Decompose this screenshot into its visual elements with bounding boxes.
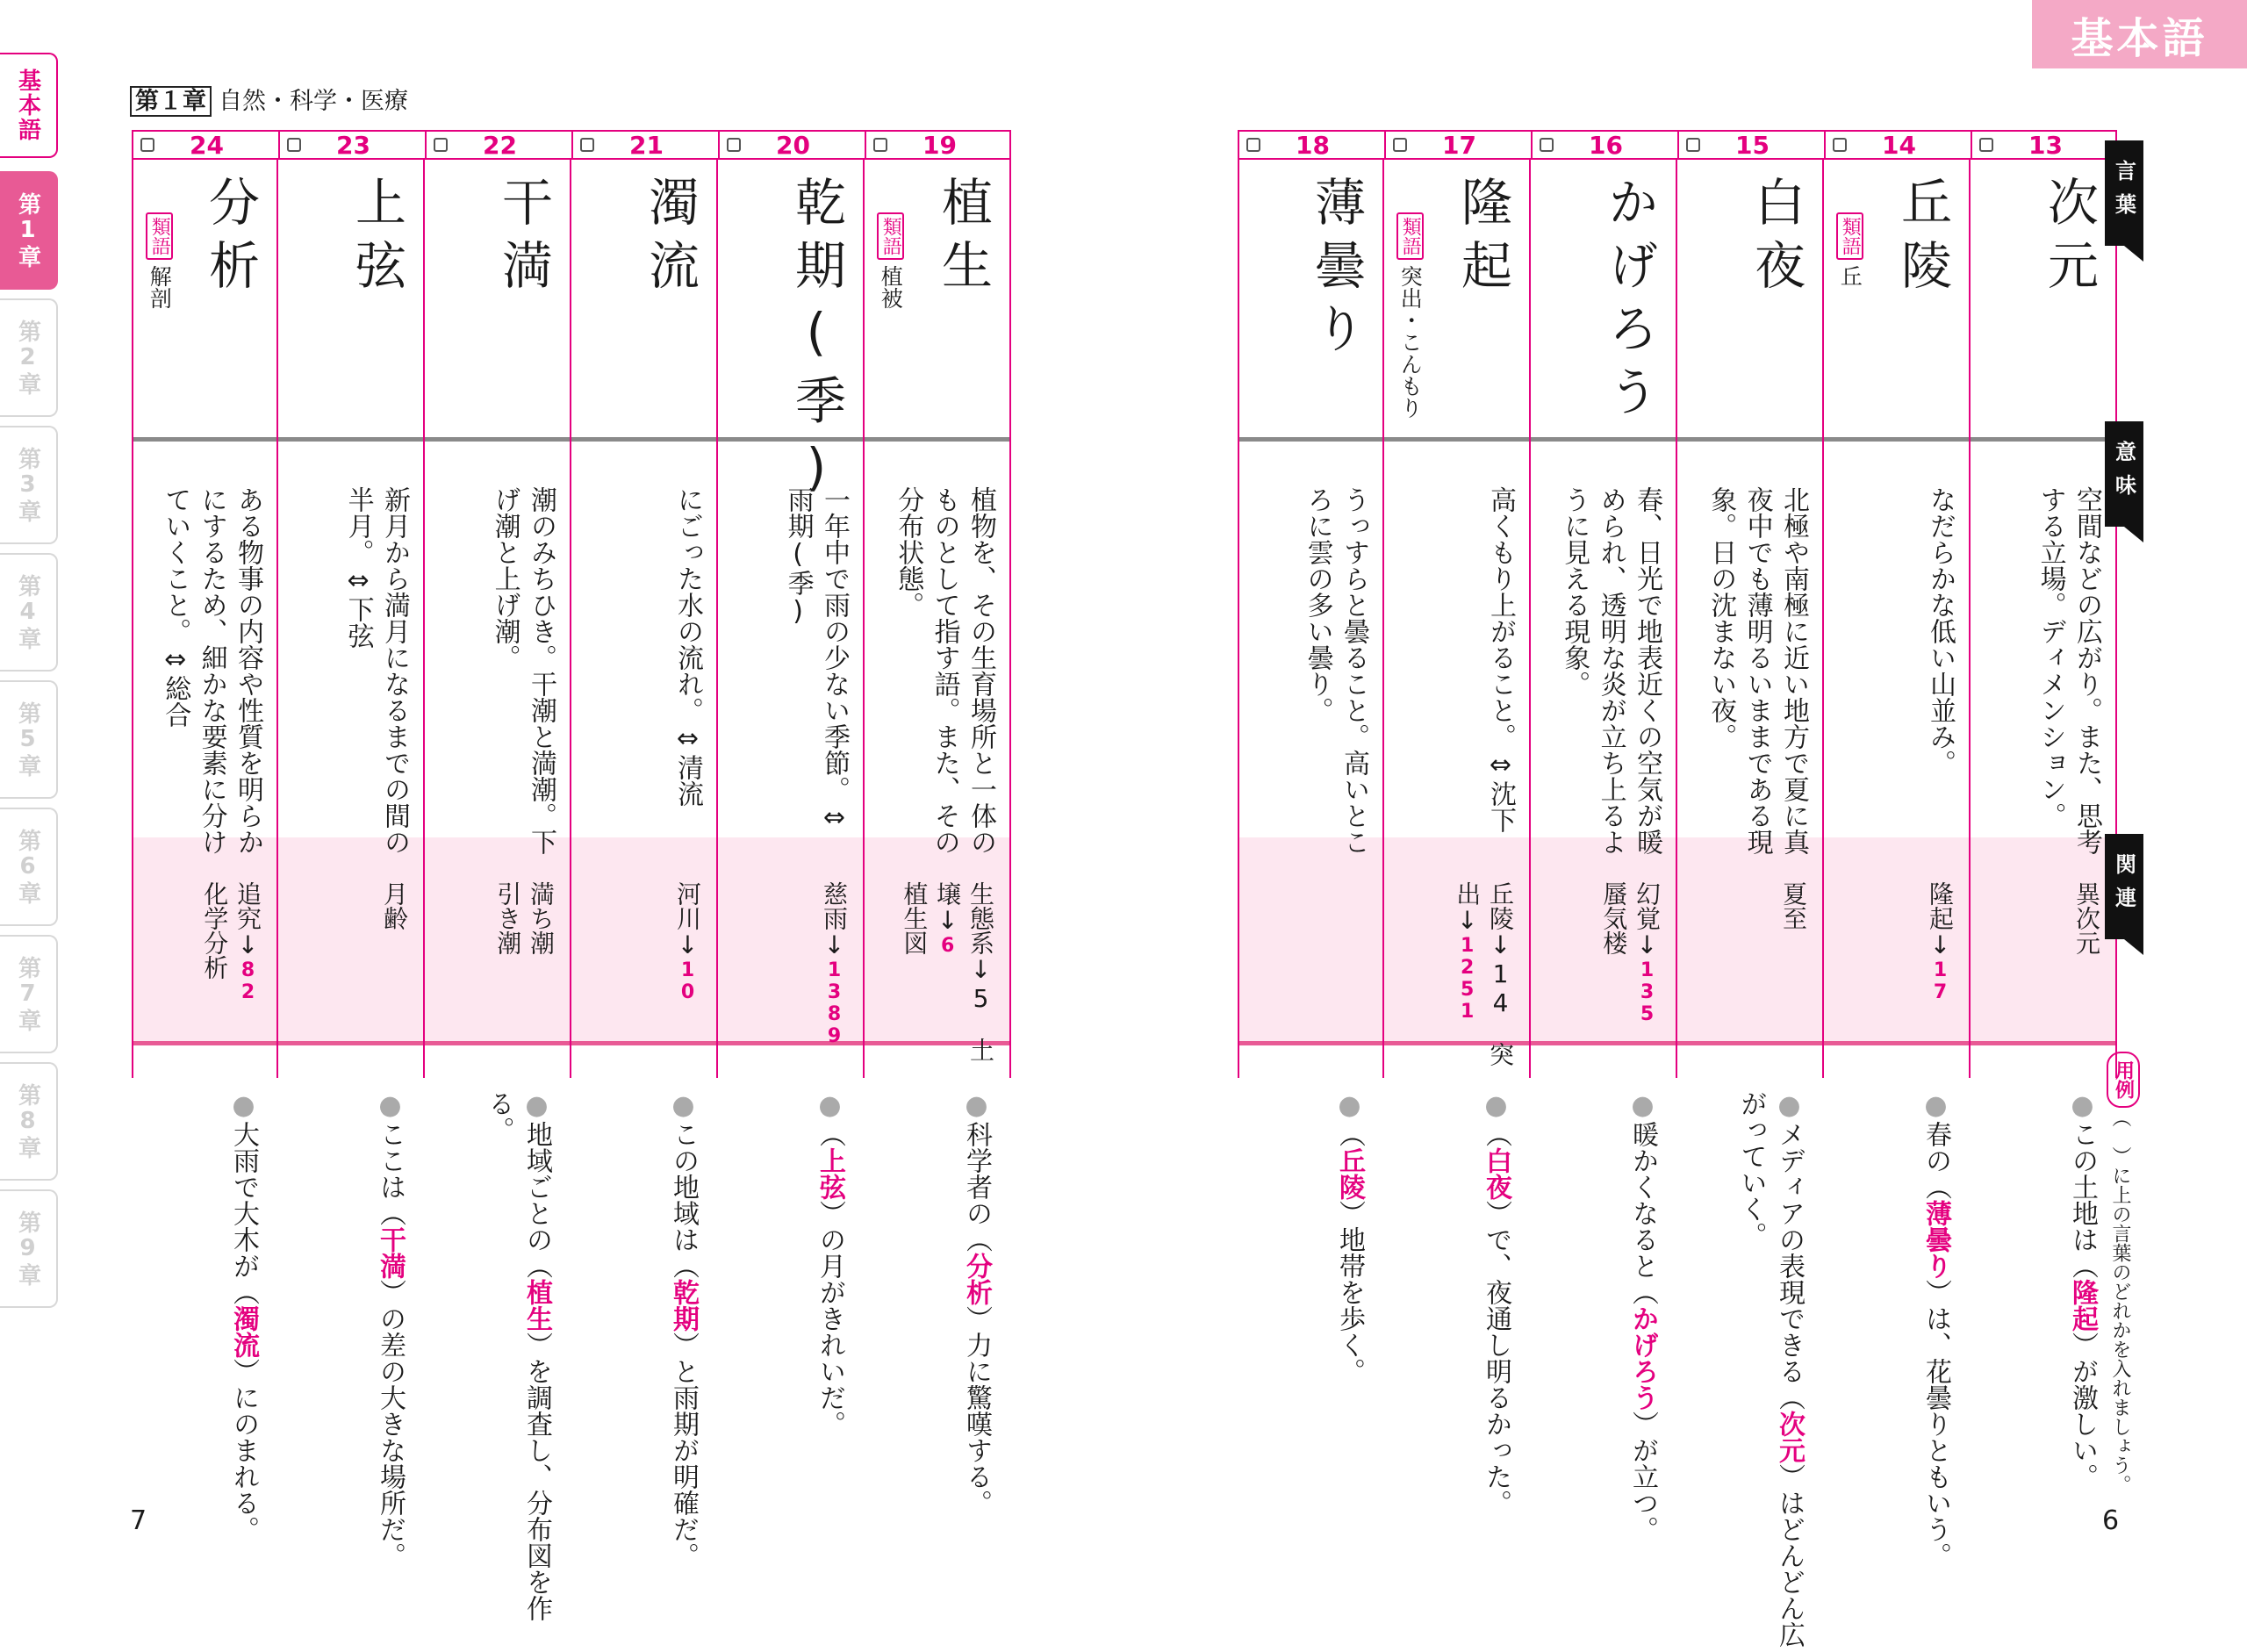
example-sentence: ●暖かくなると（かげろう）が立つ。 xyxy=(1627,1090,1658,1542)
example-sentence: ●（丘陵）地帯を歩く。 xyxy=(1334,1090,1365,1384)
example-after: ）と雨期が明確だ。 xyxy=(668,1332,699,1569)
example-before: （ xyxy=(815,1121,845,1147)
entry-meaning: 空間などの広がり。また、思考する立場。ディメンション。 xyxy=(2035,486,2102,855)
related-ref: 10 xyxy=(677,959,699,1003)
entry-header xyxy=(1239,132,1386,158)
entry-column xyxy=(1384,160,1531,1516)
related-text: 隆起↓ xyxy=(1926,881,1955,959)
example-after: ）にのまれる。 xyxy=(228,1358,259,1542)
entry-column xyxy=(425,160,571,1621)
example-before: ここは（ xyxy=(375,1121,406,1226)
entry-related xyxy=(817,881,851,1074)
example-sentence: ●この地域は（乾期）と雨期が明確だ。 xyxy=(668,1090,699,1569)
synonym-tag: 類語 xyxy=(1836,212,1863,260)
synonym-tag: 類語 xyxy=(1396,212,1424,260)
entry-related xyxy=(2070,881,2103,1074)
sidebar-tab-5[interactable]: 第5章 xyxy=(0,680,58,799)
entry-column xyxy=(1238,160,1384,1384)
example-sentence: ●（白夜）で、夜通し明るかった。 xyxy=(1481,1090,1511,1516)
example-sentence: ●地域ごとの（植生）を調査し、分布図を作る。 xyxy=(483,1090,552,1621)
entry-related xyxy=(671,881,704,1074)
entry-header xyxy=(1826,132,1972,158)
entry-number: 17 xyxy=(1442,130,1476,160)
entry-word: 干満 xyxy=(493,176,553,302)
related-ref: 1389 xyxy=(823,959,845,1047)
example-answer: 濁流 xyxy=(228,1305,259,1358)
entry-number: 19 xyxy=(922,130,957,160)
example-before: 大雨で大木が（ xyxy=(228,1121,259,1305)
entry-related xyxy=(377,881,411,1074)
entry-word: 乾期(季) xyxy=(786,176,846,509)
entry-word: 丘陵 xyxy=(1892,176,1952,302)
checkbox[interactable] xyxy=(1540,138,1554,152)
example-answer: 次元 xyxy=(1774,1411,1805,1463)
entry-header xyxy=(280,132,427,158)
sidebar-tab-6[interactable]: 第6章 xyxy=(0,808,58,926)
checkbox[interactable] xyxy=(580,138,594,152)
example-answer: かげろう xyxy=(1627,1305,1658,1411)
example-answer: 上弦 xyxy=(815,1147,845,1200)
sidebar-tab-9[interactable]: 第9章 xyxy=(0,1189,58,1308)
example-sentence: ●科学者の（分析）力に驚嘆する。 xyxy=(961,1090,992,1516)
example-answer: 分析 xyxy=(961,1253,992,1305)
entry-word: 濁流 xyxy=(640,176,700,302)
table-header xyxy=(132,130,1011,160)
example-before: 春の（ xyxy=(1920,1121,1951,1200)
entry-word: 次元 xyxy=(2039,176,2099,302)
sidebar-tab-7[interactable]: 第7章 xyxy=(0,935,58,1053)
example-answer: 丘陵 xyxy=(1334,1147,1365,1200)
entry-column xyxy=(865,160,1011,1516)
synonym xyxy=(1836,212,1863,287)
example-sentence: ●（上弦）の月がきれいだ。 xyxy=(815,1090,845,1437)
entry-column xyxy=(718,160,865,1437)
entry-meaning: 植物を、その生育場所と一体のものとして指す語。また、その分布状態。 xyxy=(893,486,996,855)
entry-column xyxy=(1824,160,1971,1569)
related-text: 満ち潮 xyxy=(527,881,556,955)
entry-word: 白夜 xyxy=(1746,176,1805,302)
page-number-left: 7 xyxy=(130,1505,147,1536)
synonym-text: 植被 xyxy=(878,265,904,309)
entry-number: 18 xyxy=(1296,130,1330,160)
related-ref: 1251 xyxy=(1456,935,1479,1023)
sidebar-tab-1[interactable]: 第1章 xyxy=(0,171,58,290)
entry-word: 薄曇り xyxy=(1306,176,1366,365)
chapter-label xyxy=(130,82,408,116)
chapter-title: 自然・科学・医療 xyxy=(219,88,408,115)
table-header xyxy=(1238,130,2117,160)
sidebar-tab-4[interactable]: 第4章 xyxy=(0,553,58,672)
entry-column xyxy=(278,160,425,1569)
label-related: 関連 xyxy=(2105,834,2143,939)
page-number-right: 6 xyxy=(2102,1505,2120,1536)
checkbox[interactable] xyxy=(434,138,448,152)
example-instruction: （ ）に上の言葉のどれかを入れましょう。 xyxy=(2109,1108,2131,1494)
sidebar-tab-3[interactable]: 第3章 xyxy=(0,426,58,544)
synonym-text: 突出・こんもり xyxy=(1397,265,1424,419)
entry-related xyxy=(197,881,264,1074)
example-after: ）地帯を歩く。 xyxy=(1334,1200,1365,1384)
example-before: 暖かくなると（ xyxy=(1627,1121,1658,1305)
related-text-2: 化学分析 xyxy=(200,881,230,980)
entry-number: 20 xyxy=(776,130,810,160)
entry-header xyxy=(1972,132,2119,158)
checkbox[interactable] xyxy=(1833,138,1847,152)
example-answer: 植生 xyxy=(521,1279,552,1332)
entry-meaning: 春、日光で地表近くの空気が暖められ、透明な炎が立ち上るように見える現象。 xyxy=(1559,486,1662,855)
entry-meaning: ある物事の内容や性質を明らかにするため、細かな要素に分けていくこと。⇔総合 xyxy=(160,486,263,855)
checkbox[interactable] xyxy=(1393,138,1407,152)
entry-meaning: 一年中で雨の少ない季節。⇔雨期(季) xyxy=(782,486,850,833)
related-text: 月齢 xyxy=(380,881,409,930)
entry-number: 13 xyxy=(2028,130,2063,160)
entry-number: 21 xyxy=(629,130,664,160)
entry-related xyxy=(898,881,997,1074)
entry-column xyxy=(571,160,718,1569)
entry-word: 分析 xyxy=(200,176,260,302)
label-meaning: 意味 xyxy=(2105,421,2143,527)
entry-header xyxy=(1533,132,1679,158)
chapter-box: 第１章 xyxy=(130,86,212,117)
entry-meaning: 高くもり上がること。⇔沈下 xyxy=(1485,486,1516,833)
example-after: ）の月がきれいだ。 xyxy=(815,1200,845,1437)
related-ref: 17 xyxy=(1929,959,1951,1003)
related-text: 丘陵↓14 突出↓ xyxy=(1453,881,1515,1067)
example-before: この土地は（ xyxy=(2067,1121,2098,1279)
example-answer: 干満 xyxy=(375,1226,406,1279)
example-sentence: ●メディアの表現できる（次元）はどんどん広がっていく。 xyxy=(1735,1090,1805,1648)
related-text: 追究↓ xyxy=(233,881,262,959)
entry-related xyxy=(491,881,557,1074)
synonym xyxy=(146,212,173,309)
example-before: 科学者の（ xyxy=(961,1121,992,1253)
sidebar-tab-0[interactable]: 基本語 xyxy=(0,53,58,158)
related-ref: 82 xyxy=(237,959,259,1003)
synonym-text: 解剖 xyxy=(147,265,173,309)
entry-number: 16 xyxy=(1589,130,1623,160)
example-after: ）は、花曇りともいう。 xyxy=(1920,1279,1951,1569)
example-after: ）を調査し、分布図を作る。 xyxy=(483,1090,552,1621)
label-word: 言葉 xyxy=(2105,140,2143,246)
example-after: ）が激しい。 xyxy=(2067,1332,2098,1490)
example-sentence: ●この土地は（隆起）が激しい。 xyxy=(2067,1090,2098,1490)
example-after: ）力に驚嘆する。 xyxy=(961,1305,992,1516)
related-text: 夏至 xyxy=(1779,881,1808,930)
entry-related xyxy=(1337,881,1370,1074)
checkbox[interactable] xyxy=(1246,138,1260,152)
entry-word: かげろう xyxy=(1599,176,1659,428)
synonym-tag: 類語 xyxy=(877,212,904,260)
entry-related xyxy=(1923,881,1956,1074)
example-answer: 隆起 xyxy=(2067,1279,2098,1332)
checkbox[interactable] xyxy=(727,138,741,152)
example-after: ）はどんどん広がっていく。 xyxy=(1735,1090,1805,1648)
entry-column xyxy=(132,160,278,1542)
related-text: 慈雨↓ xyxy=(820,881,849,959)
entry-number: 14 xyxy=(1882,130,1916,160)
related-text-2: 植生図 xyxy=(900,881,930,955)
related-text: 河川↓ xyxy=(673,881,702,959)
example-before: メディアの表現できる（ xyxy=(1774,1121,1805,1411)
related-text: 異次元 xyxy=(2072,881,2101,955)
example-after: ）で、夜通し明るかった。 xyxy=(1481,1200,1511,1516)
example-after: ）の差の大きな場所だ。 xyxy=(375,1279,406,1569)
entry-word: 隆起 xyxy=(1453,176,1512,302)
entry-header xyxy=(1386,132,1533,158)
checkbox[interactable] xyxy=(1686,138,1700,152)
synonym xyxy=(877,212,904,309)
entry-header xyxy=(573,132,720,158)
example-sentence: ●ここは（干満）の差の大きな場所だ。 xyxy=(375,1090,406,1569)
entry-related xyxy=(1597,881,1663,1074)
example-sentence: ●大雨で大木が（濁流）にのまれる。 xyxy=(228,1090,259,1542)
entry-column xyxy=(1971,160,2117,1490)
sidebar-tab-8[interactable]: 第8章 xyxy=(0,1062,58,1181)
checkbox[interactable] xyxy=(287,138,301,152)
entry-word: 上弦 xyxy=(347,176,406,302)
example-answer: 薄曇り xyxy=(1920,1200,1951,1279)
entry-word: 植生 xyxy=(933,176,993,302)
checkbox[interactable] xyxy=(140,138,154,152)
example-before: （ xyxy=(1481,1121,1511,1147)
entry-related xyxy=(1450,881,1517,1074)
synonym xyxy=(1396,212,1424,419)
entry-column xyxy=(1677,160,1824,1648)
example-answer: 白夜 xyxy=(1481,1147,1511,1200)
entry-header xyxy=(866,132,1013,158)
related-text-2: 蜃気楼 xyxy=(1599,881,1629,955)
related-ref: 6 xyxy=(937,935,959,957)
example-after: ）が立つ。 xyxy=(1627,1411,1658,1542)
entry-number: 15 xyxy=(1735,130,1770,160)
example-before: 地域ごとの（ xyxy=(521,1121,552,1279)
entry-meaning: にごった水の流れ。⇔清流 xyxy=(672,486,703,807)
example-before: （ xyxy=(1334,1121,1365,1147)
entry-number: 23 xyxy=(336,130,370,160)
related-ref: 135 xyxy=(1636,959,1658,1025)
entry-meaning: 潮のみちひき。干潮と満潮。下げ潮と上げ潮。 xyxy=(489,486,556,855)
entry-related xyxy=(1777,881,1810,1074)
example-tag: 用例 xyxy=(2107,1052,2140,1108)
related-text: 生態系↓5 土壌↓ xyxy=(933,881,995,1062)
synonym-tag: 類語 xyxy=(146,212,173,260)
entry-meaning: なだらかな低い山並み。 xyxy=(1925,486,1956,776)
entry-meaning: 新月から満月になるまでの間の半月。⇔下弦 xyxy=(342,486,410,855)
entry-column xyxy=(1531,160,1677,1542)
example-before: この地域は（ xyxy=(668,1121,699,1279)
sidebar-tab-2[interactable]: 第2章 xyxy=(0,298,58,417)
entry-header xyxy=(427,132,573,158)
synonym-text: 丘 xyxy=(1837,265,1863,287)
base-banner: 基本語 xyxy=(2032,0,2247,68)
checkbox[interactable] xyxy=(873,138,887,152)
example-sentence: ●春の（薄曇り）は、花曇りともいう。 xyxy=(1920,1090,1951,1569)
related-text-2: 引き潮 xyxy=(493,881,523,955)
related-text: 幻覚↓ xyxy=(1633,881,1662,959)
entry-header xyxy=(1679,132,1826,158)
entry-header xyxy=(133,132,280,158)
example-answer: 乾期 xyxy=(668,1279,699,1332)
checkbox[interactable] xyxy=(1979,138,1993,152)
entry-number: 22 xyxy=(483,130,517,160)
entry-meaning: 北極や南極に近い地方で夏に真夜中でも薄明るいままである現象。日の沈まない夜。 xyxy=(1705,486,1809,855)
entry-meaning: うっすらと曇ること。高いところに雲の多い曇り。 xyxy=(1302,486,1369,855)
entry-number: 24 xyxy=(190,130,224,160)
entry-header xyxy=(720,132,866,158)
